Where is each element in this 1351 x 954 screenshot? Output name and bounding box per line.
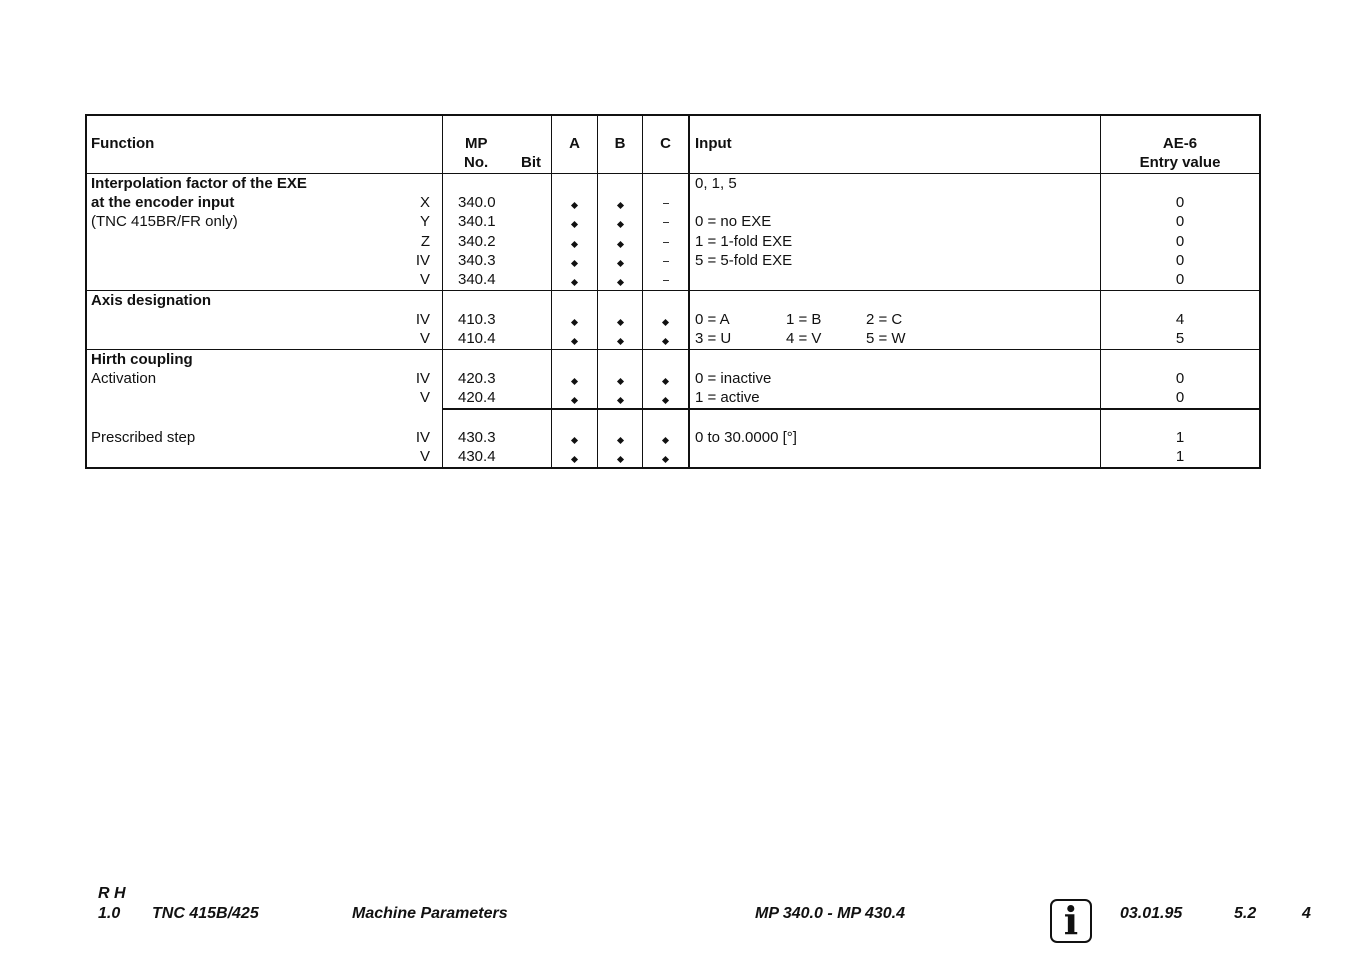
bullet-b — [617, 378, 624, 385]
axis-label: IV — [415, 429, 430, 446]
section-title: Hirth coupling — [91, 351, 193, 368]
header-mp: MP — [465, 135, 488, 152]
dash-c — [663, 203, 669, 204]
axis-label: V — [419, 271, 430, 288]
bullet-a — [571, 397, 578, 404]
bullet-a — [571, 338, 578, 345]
table-bottom-border — [85, 467, 1261, 469]
input-text: 0 = A — [695, 311, 730, 328]
axis-label: IV — [415, 252, 430, 269]
input-text: 5 = 5-fold EXE — [695, 252, 793, 269]
input-text: 0 = inactive — [695, 370, 772, 387]
header-input: Input — [695, 135, 732, 152]
input-text: 2 = C — [866, 311, 903, 328]
entry-value: 4 — [1175, 311, 1185, 328]
table-left-border — [85, 114, 87, 469]
bullet-a — [571, 241, 578, 248]
col-sep-input — [688, 114, 690, 469]
entry-value: 5 — [1175, 330, 1185, 347]
info-icon: i — [1050, 899, 1092, 943]
axis-label: Z — [420, 233, 430, 250]
axis-label: X — [419, 194, 430, 211]
bullet-c — [662, 437, 669, 444]
bullet-c — [662, 378, 669, 385]
section-subtitle: (TNC 415BR/FR only) — [91, 213, 238, 230]
bullet-a — [571, 319, 578, 326]
footer-model: TNC 415B/425 — [152, 905, 259, 922]
footer-title: Machine Parameters — [352, 905, 508, 922]
section-title: Axis designation — [91, 292, 212, 309]
axis-label: IV — [415, 311, 430, 328]
bullet-b — [617, 260, 624, 267]
section-label: Activation — [91, 370, 157, 387]
header-mp-no: No. — [464, 154, 489, 171]
entry-value: 1 — [1175, 429, 1185, 446]
entry-value: 0 — [1175, 370, 1185, 387]
bullet-b — [617, 456, 624, 463]
footer-range: MP 340.0 - MP 430.4 — [755, 905, 905, 922]
mp-number: 340.2 — [458, 233, 496, 250]
dash-c — [663, 280, 669, 281]
bullet-b — [617, 319, 624, 326]
bullet-a — [571, 279, 578, 286]
bullet-c — [662, 397, 669, 404]
bullet-b — [617, 202, 624, 209]
header-a: A — [569, 135, 580, 152]
entry-value: 0 — [1175, 252, 1185, 269]
bullet-a — [571, 202, 578, 209]
header-entry: Entry value — [1139, 154, 1221, 171]
input-text: 0 to 30.0000 [°] — [695, 429, 797, 446]
mp-number: 430.4 — [458, 448, 496, 465]
entry-value: 0 — [1175, 271, 1185, 288]
axis-label: V — [419, 448, 430, 465]
bullet-a — [571, 221, 578, 228]
input-text: 1 = 1-fold EXE — [695, 233, 793, 250]
section-title: Interpolation factor of the EXE — [91, 175, 307, 192]
footer-section: 5.2 — [1234, 905, 1257, 922]
mp-number: 410.3 — [458, 311, 496, 328]
mp-number: 340.0 — [458, 194, 496, 211]
footer-page: 4 — [1302, 905, 1311, 922]
col-sep-b — [597, 114, 598, 469]
input-text: 0 = no EXE — [695, 213, 772, 230]
footer-date: 03.01.95 — [1120, 905, 1183, 922]
input-text: 4 = V — [786, 330, 822, 347]
input-text: 1 = active — [695, 389, 760, 406]
col-sep-mp — [442, 114, 443, 469]
entry-value: 0 — [1175, 389, 1185, 406]
input-text: 5 = W — [866, 330, 906, 347]
bullet-b — [617, 241, 624, 248]
table-right-border — [1259, 114, 1261, 469]
bullet-b — [617, 437, 624, 444]
col-sep-a — [551, 114, 552, 469]
header-ae: AE-6 — [1162, 135, 1198, 152]
mp-number: 410.4 — [458, 330, 496, 347]
bullet-c — [662, 338, 669, 345]
row-separator — [85, 349, 1261, 350]
mp-number: 420.3 — [458, 370, 496, 387]
bullet-a — [571, 456, 578, 463]
axis-label: V — [419, 389, 430, 406]
input-text: 0, 1, 5 — [695, 175, 737, 192]
footer-code-top: R H — [98, 885, 126, 902]
bullet-a — [571, 260, 578, 267]
bullet-b — [617, 279, 624, 286]
axis-label: V — [419, 330, 430, 347]
mp-number: 430.3 — [458, 429, 496, 446]
input-text: 1 = B — [786, 311, 822, 328]
bullet-c — [662, 319, 669, 326]
axis-label: Y — [419, 213, 430, 230]
header-b: B — [614, 135, 626, 152]
mp-number: 340.1 — [458, 213, 496, 230]
entry-value: 0 — [1175, 213, 1185, 230]
col-sep-c — [642, 114, 643, 469]
bullet-b — [617, 397, 624, 404]
dash-c — [663, 222, 669, 223]
bullet-c — [662, 456, 669, 463]
header-mp-bit: Bit — [521, 154, 541, 171]
header-c: C — [660, 135, 671, 152]
header-function: Function — [91, 135, 155, 152]
table-top-border — [85, 114, 1261, 116]
entry-value: 0 — [1175, 194, 1185, 211]
input-text: 3 = U — [695, 330, 732, 347]
row-separator-partial — [442, 408, 1261, 410]
axis-label: IV — [415, 370, 430, 387]
mp-number: 340.4 — [458, 271, 496, 288]
entry-value: 1 — [1175, 448, 1185, 465]
mp-number: 420.4 — [458, 389, 496, 406]
mp-number: 340.3 — [458, 252, 496, 269]
bullet-a — [571, 437, 578, 444]
bullet-a — [571, 378, 578, 385]
section-title: at the encoder input — [91, 194, 235, 211]
dash-c — [663, 261, 669, 262]
dash-c — [663, 242, 669, 243]
bullet-b — [617, 221, 624, 228]
bullet-b — [617, 338, 624, 345]
row-separator — [85, 290, 1261, 291]
entry-value: 0 — [1175, 233, 1185, 250]
footer-code-bottom: 1.0 — [98, 905, 121, 922]
section-label: Prescribed step — [91, 429, 196, 446]
